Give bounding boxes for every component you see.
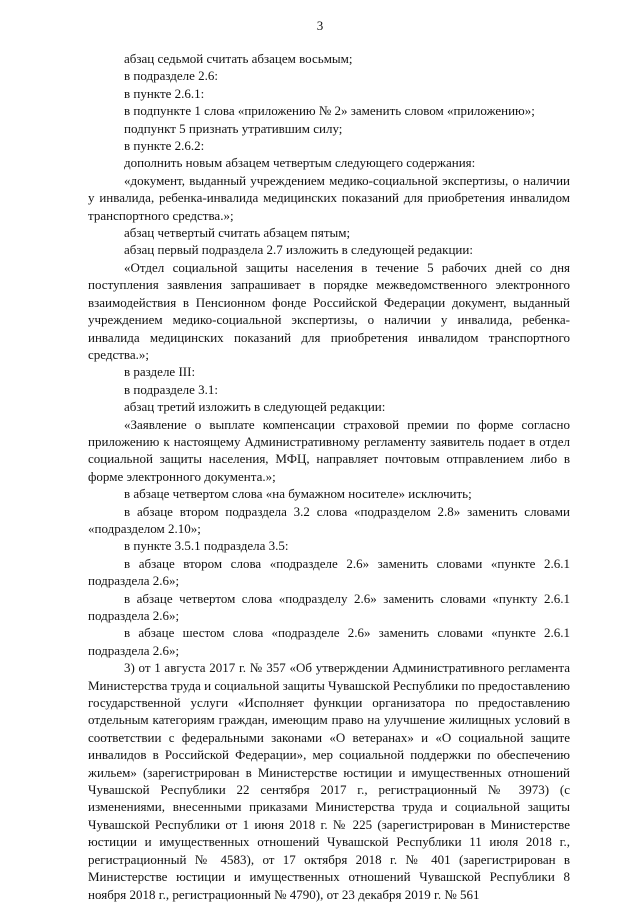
paragraph: в подразделе 2.6: bbox=[124, 68, 219, 84]
paragraph: в разделе III: bbox=[124, 364, 196, 380]
paragraph: в пункте 2.6.1: bbox=[124, 85, 205, 101]
paragraph: «документ, выданный учреждением медико-социальной экспертизы, о наличии у инвалида, ребенка-инвалида медицинских показаний для приобретения инвалидом транспортного средства.»; bbox=[88, 172, 570, 223]
paragraph: подпункт 5 признать утратившим силу; bbox=[124, 120, 343, 136]
paragraph: в абзаце четвертом слова «подразделу 2.6» заменить словами «пункту 2.6.1 подраздела 2.6»; bbox=[88, 590, 570, 623]
paragraph: в абзаце четвертом слова «на бумажном носителе» исключить; bbox=[124, 486, 472, 502]
paragraph: в пункте 2.6.2: bbox=[124, 138, 205, 154]
paragraph: в подпункте 1 слова «приложению № 2» заменить словом «приложению»; bbox=[124, 103, 535, 119]
paragraph: в подразделе 3.1: bbox=[124, 381, 219, 397]
paragraph: «Отдел социальной защиты населения в течение 5 рабочих дней со дня поступления заявления запрашивает в порядке межведомственного электронного взаимодействия в Пенсионном фонде Российской Федерации документ, выданный учреждением медико-социальной экспертизы, о наличии у инвалида, ребенка-инвалида медицинских показаний для приобретения инвалидом транспортного средства.»; bbox=[88, 259, 570, 362]
paragraph: дополнить новым абзацем четвертым следующего содержания: bbox=[124, 155, 476, 171]
paragraph: абзац четвертый считать абзацем пятым; bbox=[124, 225, 351, 241]
paragraph: в абзаце втором слова «подразделе 2.6» заменить словами «пункте 2.6.1 подраздела 2.6»; bbox=[88, 555, 570, 589]
paragraph: 3) от 1 августа 2017 г. № 357 «Об утверждении Административного регламента Министерства труда и социальной защиты Чувашской Республики по предоставлению государственной услуги «Исполняет функции организатора по предоставлению отдельным категориям граждан, имеющим право на улучшение жилищных условий в соответствии с федеральными законами «О ветеранах» и «О социальной защите инвалидов в Российской Федерации», мер социальной поддержки по обеспечению жильем» (зарегистрирован в Министерстве юстиции и имущественных отношений Чувашской Республики 22 сентября 2017 г., регистрационный № 3973) (с изменениями, внесенными приказами Министерства труда и социальной защиты Чувашской Республики от 1 июня 2018 г. № 225 (зарегистрирован в Министерстве юстиции и имущественных отношений Чувашской Республики 11 июля 2018 г., регистрационный № 4583), от 17 октября 2018 г. № 401 (зарегистрирован в Министерстве юстиции и имущественных отношений Чувашской Республики 8 ноября 2018 г., регистрационный № 4790), от 23 декабря 2019 г. № 561 bbox=[88, 660, 570, 902]
paragraph: абзац первый подраздела 2.7 изложить в следующей редакции: bbox=[124, 242, 473, 258]
paragraph: в абзаце втором подраздела 3.2 слова «подразделом 2.8» заменить словами «подразделом 2.10»; bbox=[88, 503, 570, 536]
paragraph: абзац третий изложить в следующей редакции: bbox=[124, 399, 386, 415]
paragraph: абзац седьмой считать абзацем восьмым; bbox=[124, 51, 353, 66]
document-body bbox=[88, 50, 570, 903]
page-number: 3 bbox=[316, 18, 324, 33]
paragraph: «Заявление о выплате компенсации страховой премии по форме согласно приложению к настоящему Административному регламенту заявитель подает в отдел социальной защиты населения, МФЦ, направляет почтовым отправлением либо в форме электронного документа.»; bbox=[88, 416, 570, 484]
paragraph: в абзаце шестом слова «подразделе 2.6» заменить словами «пункте 2.6.1 подраздела 2.6»; bbox=[88, 625, 570, 658]
paragraph: в пункте 3.5.1 подраздела 3.5: bbox=[124, 538, 289, 554]
